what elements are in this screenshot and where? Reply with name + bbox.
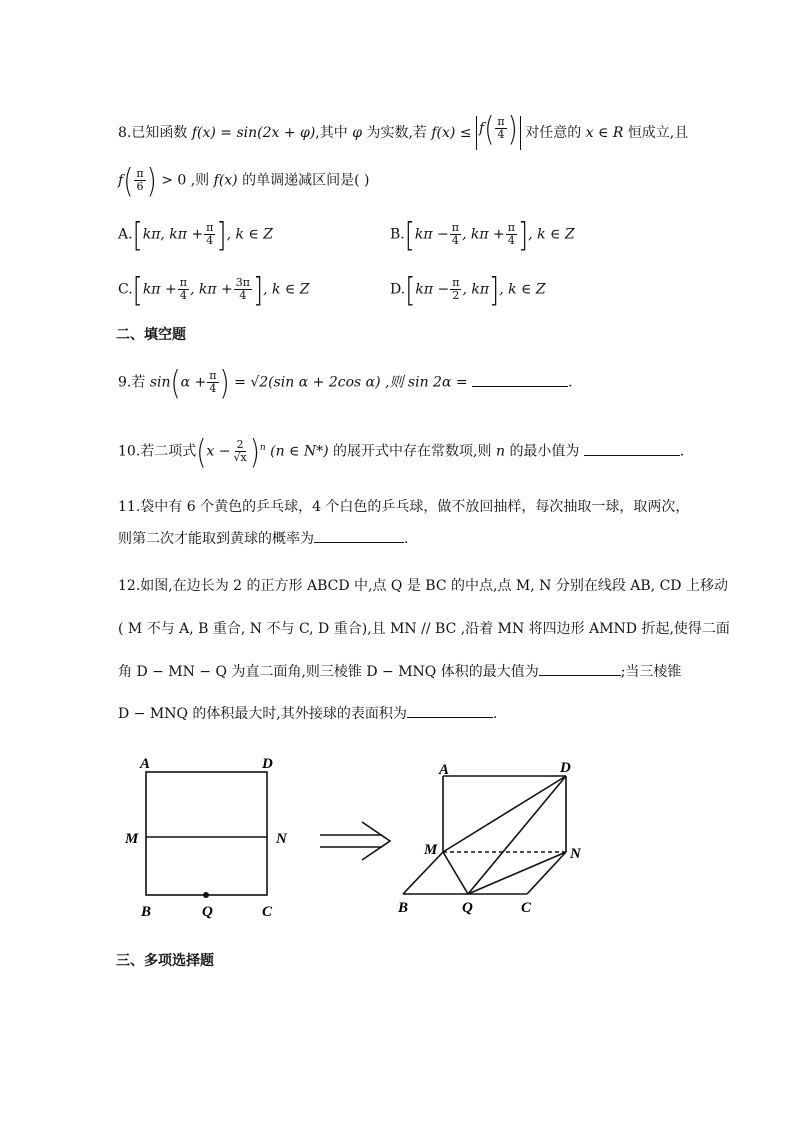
left-label-n: N: [276, 831, 287, 847]
q12-answer-blank-1[interactable]: [539, 661, 621, 676]
q11-answer-blank[interactable]: [314, 528, 404, 543]
q10-line: 10.若二项式(x − $\frac{2}{√x}$ )$^n$ (n ∈ N*) 的展开式中存在常数项,则 n 的最小值为 .: [118, 433, 685, 472]
q9-line: 9.若 sin(α + $\frac{\pi}{4}$ ) = √2(sin α + 2cos α) ,则 sin 2α = .: [118, 364, 573, 403]
q12-line2: ( M 不与 A, B 重合, N 不与 C, D 重合),且 MN // BC ,沿着 MN 将四边形 AMND 折起,使得二面: [118, 621, 730, 637]
q10-answer-blank[interactable]: [584, 441, 680, 456]
right-label-d: D: [560, 760, 571, 776]
right-label-n: N: [570, 846, 581, 862]
q12-line1: 12.如图,在边长为 2 的正方形 ABCD 中,点 Q 是 BC 的中点,点 M, N 分别在线段 AB, CD 上移动: [118, 578, 728, 594]
left-label-d: D: [262, 756, 273, 772]
q8-line2: f( $\frac{\pi}{6}$ ) > 0 ,则 f(x) 的单调递减区间是( ): [118, 162, 370, 201]
right-label-q: Q: [462, 900, 473, 916]
left-label-q: Q: [202, 904, 213, 920]
q8-option-a: A.[kπ, kπ + $\frac{\pi}{4}$ ], k ∈ Z: [118, 216, 273, 255]
q12-figure: [0, 740, 794, 980]
section-title-multiple-choice: 三、多项选择题: [116, 953, 214, 969]
q9-answer-blank[interactable]: [472, 372, 568, 387]
q11-line1: 11.袋中有 6 个黄色的乒乓球，4 个白色的乒乓球，做不放回抽样，每次抽取一球，取两次，: [118, 499, 690, 515]
left-label-b: B: [141, 904, 152, 920]
figure-flat-square: [146, 772, 267, 895]
figure-folded: [403, 776, 566, 894]
q8-option-d: D.[kπ − $\frac{\pi}{2}$ , kπ], k ∈ Z: [390, 271, 546, 310]
q8-abs-bars: f( $\frac{\pi}{4}$ ): [476, 116, 521, 150]
left-label-c: C: [262, 904, 273, 920]
section-title-fill-in: 二、填空题: [116, 327, 186, 343]
double-arrow-icon: [320, 822, 390, 860]
right-label-a: A: [439, 762, 450, 778]
q12-line3: 角 D − MN − Q 为直二面角,则三棱锥 D − MNQ 体积的最大值为 ;当三棱锥: [118, 661, 681, 682]
left-label-m: M: [125, 831, 139, 847]
q12-line4: D − MNQ 的体积最大时,其外接球的表面积为 .: [118, 703, 497, 724]
right-label-c: C: [521, 900, 532, 916]
point-q-dot: [203, 892, 209, 898]
q8-line1: 8.已知函数 f(x) = sin(2x + φ),其中 φ 为实数,若 f(x) ≤ f( $\frac{\pi}{4}$ ) 对任意的 x ∈ R 恒成立,且: [118, 110, 689, 149]
left-label-a: A: [140, 756, 151, 772]
q8-option-b: B.[kπ − $\frac{\pi}{4}$ , kπ + $\frac{\pi}{4}$ ], k ∈ Z: [390, 216, 575, 255]
q8-option-c: C.[kπ + $\frac{\pi}{4}$ , kπ + $\frac{3\pi}{4}$ ], k ∈ Z: [118, 271, 310, 310]
q11-line2: 则第二次才能取到黄球的概率为 .: [118, 528, 408, 549]
right-label-m: M: [424, 842, 438, 858]
right-label-b: B: [398, 900, 409, 916]
q8-function-def: f(x) = sin(2x + φ): [191, 125, 316, 141]
q12-answer-blank-2[interactable]: [407, 703, 493, 718]
